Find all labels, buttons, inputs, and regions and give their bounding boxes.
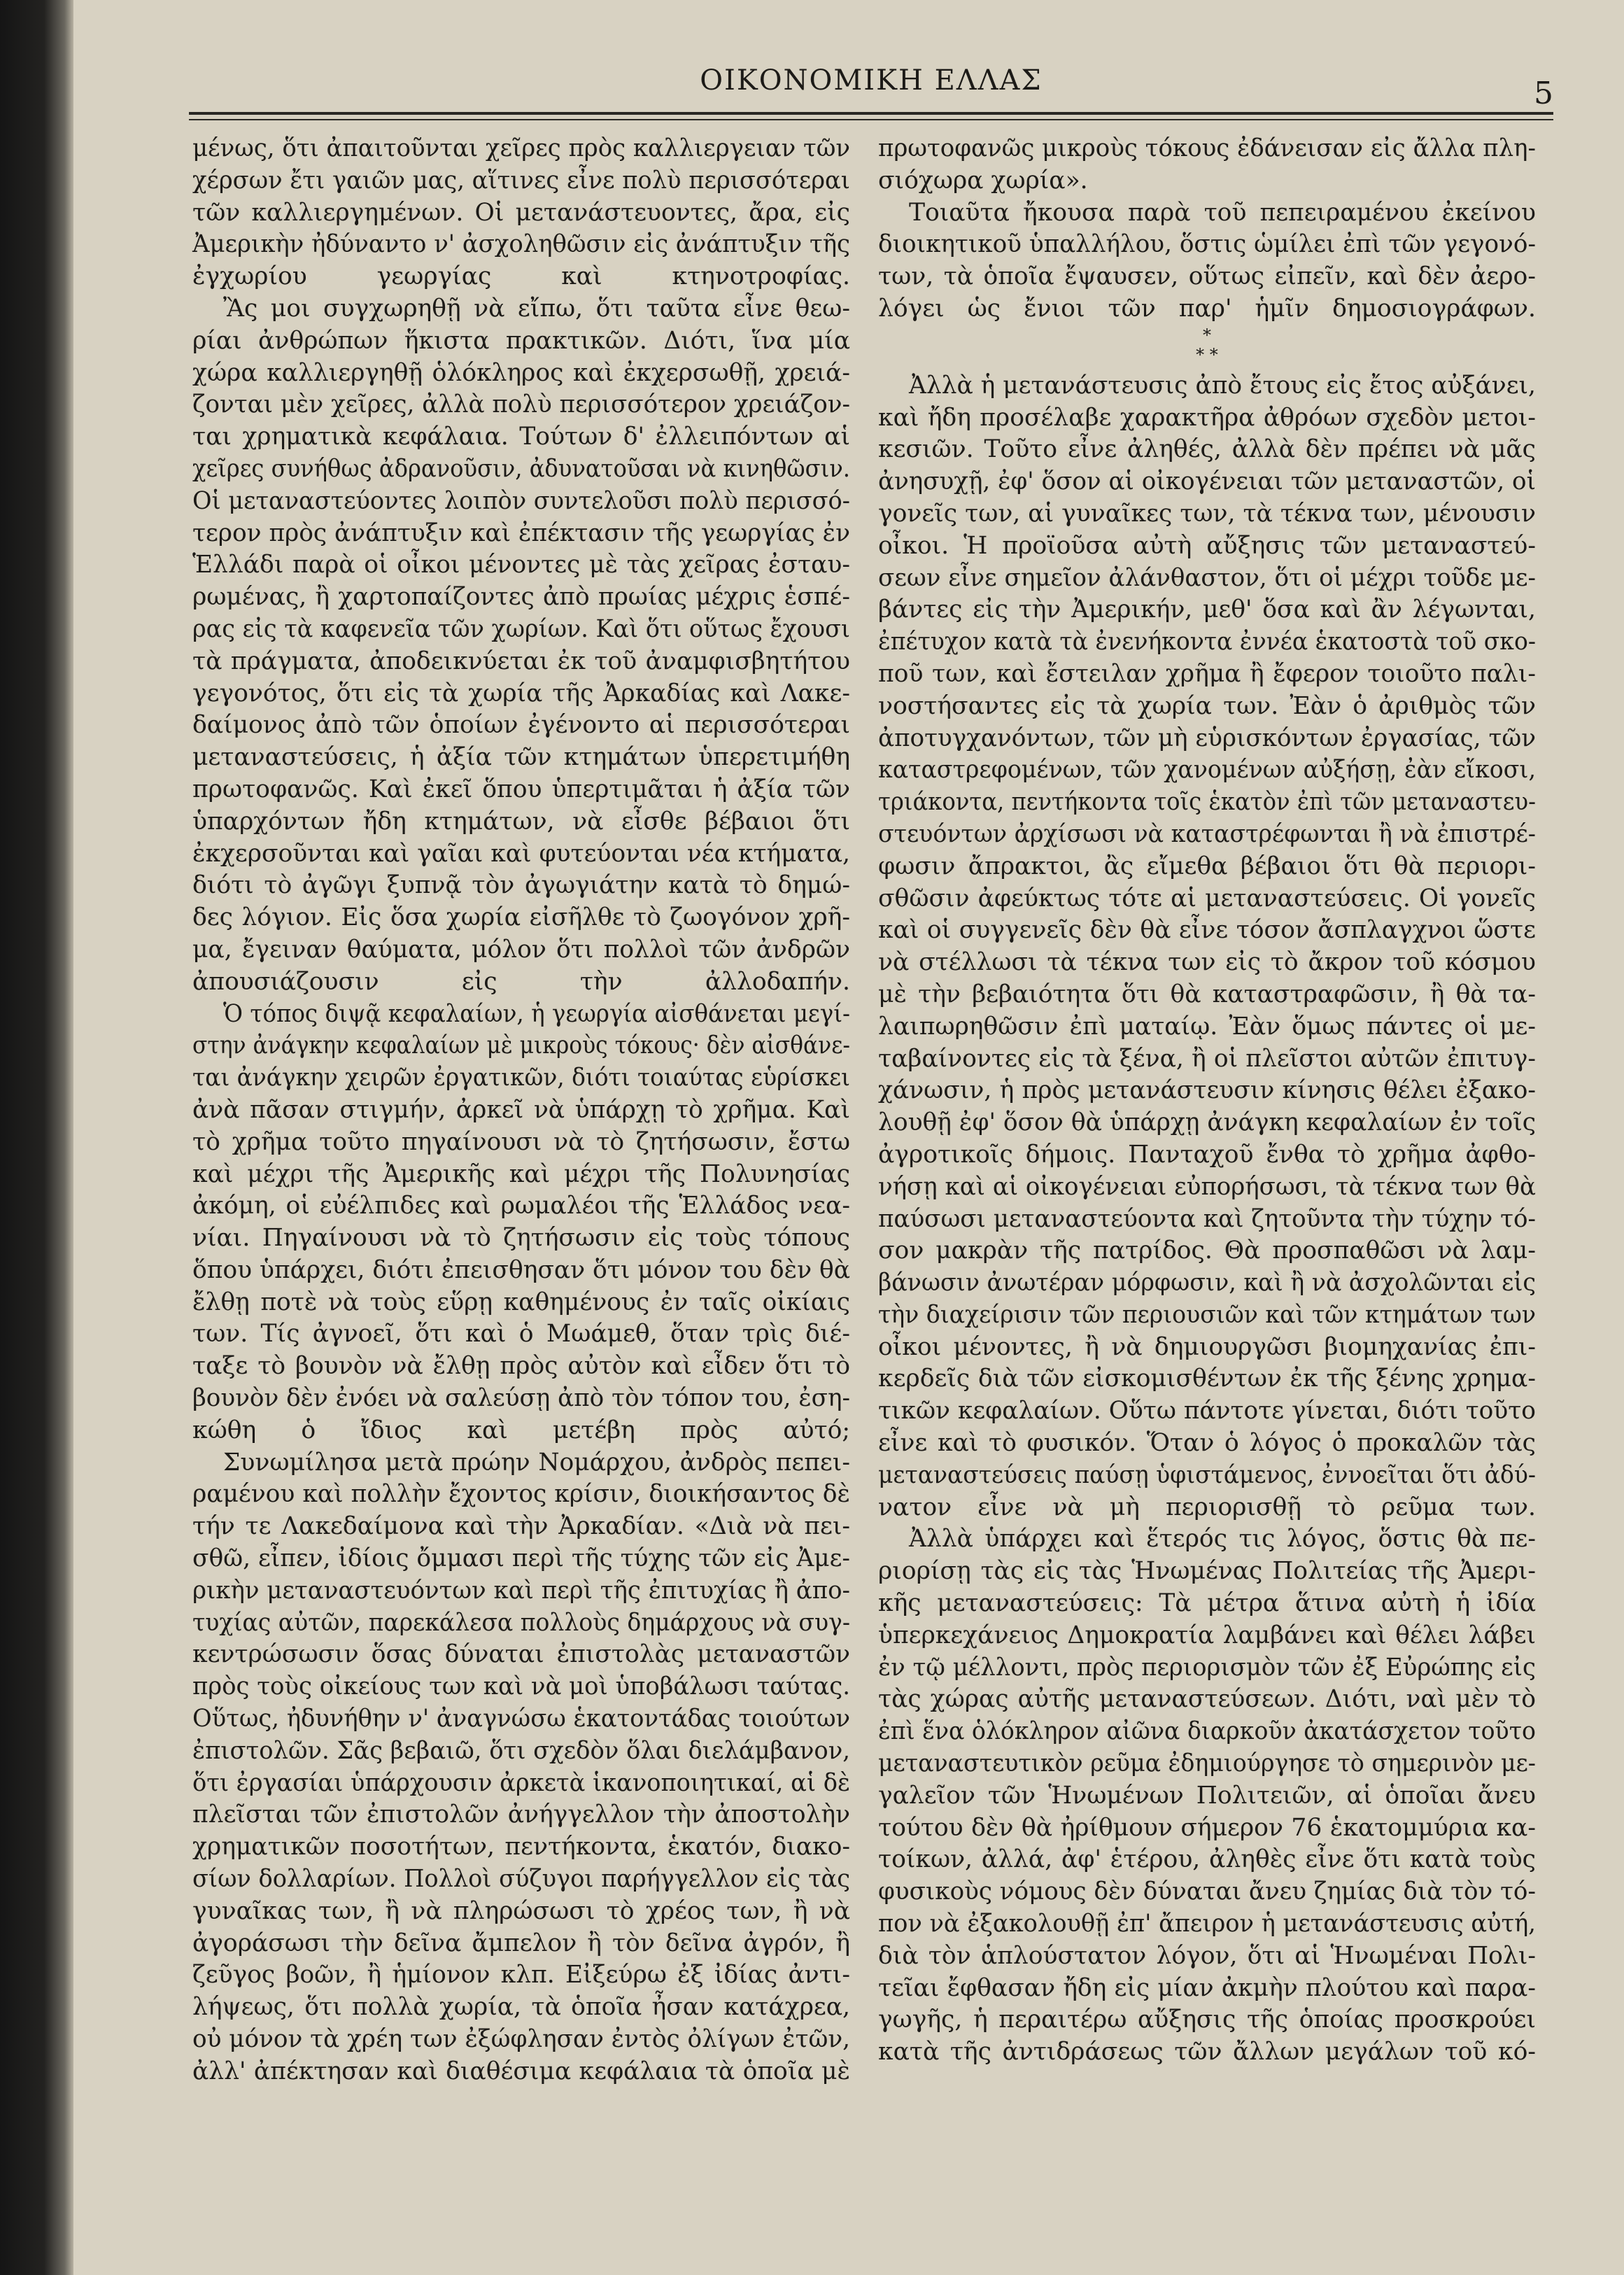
text-line: Τοιαῦτα ἤκουσα παρὰ τοῦ πεπειραμένου ἐκείνου [909,198,1536,227]
text-line: οὐ μόνον τὰ χρέη των ἐξώφλησαν ἐντὸς ὀλίγων ἐτῶν, [192,2025,850,2054]
text-line: δες λόγιον. Εἰς ὅσα χωρία εἰσῆλθε τὸ ζωογόνον χρῆ- [192,903,850,932]
text-line: στην ἀνάγκην κεφαλαίων μὲ μικροὺς τόκους· δὲν αἰσθάνε- [192,1031,850,1060]
text-line: Ἂς μοι συγχωρηθῇ νὰ εἴπω, ὅτι ταῦτα εἶνε θεω- [223,294,850,323]
text-line: τὸ χρῆμα τοῦτο πηγαίνουσι νὰ τὸ ζητήσωσιν, ἔστω [192,1127,850,1156]
text-line: χρηματικῶν ποσοτήτων, πεντήκοντα, ἑκατόν, διακο- [192,1833,850,1861]
section-break-asterisks: * * * [1196,325,1218,365]
text-line: ἔλθῃ ποτὲ νὰ τοὺς εὕρῃ καθημένους ἐν ταῖς οἰκίαις [192,1288,850,1316]
text-line: νατον εἶνε νὰ μὴ περιορισθῇ τὸ ρεῦμα των. [878,1493,1536,1521]
text-line: χέρσων ἔτι γαιῶν μας, αἵτινες εἶνε πολὺ περισσότεραι [192,166,850,195]
text-line: πλεῖσται τῶν ἐπιστολῶν ἀνήγγελλον τὴν ἀποστολὴν [192,1801,850,1829]
text-line: τῶν καλλιεργημένων. Οἱ μετανάστευοντες, ἄρα, εἰς [192,198,850,227]
text-line: γυναῖκας των, ἢ νὰ πληρώσωσι τὸ χρέος των, ἢ νὰ [192,1896,850,1925]
text-line: ἀνὰ πᾶσαν στιγμήν, ἀρκεῖ νὰ ὑπάρχῃ τὸ χρῆμα. Καὶ [192,1095,850,1124]
text-line: ταβαίνοντες εἰς τὰ ξένα, ἢ οἱ πλεῖστοι αὐτῶν ἐπιτυγ- [878,1044,1536,1073]
text-line: ἀκόμη, οἱ εὐέλπιδες καὶ ρωμαλέοι τῆς Ἑλλάδος νεα- [192,1192,850,1220]
text-line: ἀπουσιάζουσιν εἰς τὴν ἀλλοδαπήν. [192,967,850,996]
text-line: κεντρώσωσιν ὅσας δύναται ἐπιστολὰς μεταναστῶν [192,1640,850,1669]
right-column [878,133,1536,2069]
text-line: τὰ πράγματα, ἀποδεικνύεται ἐκ τοῦ ἀναμφισβητήτου [192,647,850,675]
text-line: τικῶν κεφαλαίων. Οὕτω πάντοτε γίνεται, διότι τοῦτο [878,1397,1536,1425]
text-line: φωσιν ἄπρακτοι, ἂς εἴμεθα βέβαιοι ὅτι θὰ περιορι- [878,852,1536,880]
text-line: σον μακρὰν τῆς πατρίδος. Θὰ προσπαθῶσι νὰ λαμ- [878,1237,1536,1265]
text-line: πρωτοφανῶς μικροὺς τόκους ἐδάνεισαν εἰς ἄλλα πλη- [878,134,1536,162]
text-line: τὰς χώρας αὐτῆς μεταναστεύσεων. Διότι, ναὶ μὲν τὸ [878,1685,1536,1714]
journal-title: ΟΙΚΟΝΟΜΙΚΗ ΕΛΛΑΣ [700,64,1043,97]
text-line: δαίμονος ἀπὸ τῶν ὁποίων ἐγένοντο αἱ περισσότεραι [192,711,850,740]
text-line: Ὁ τόπος διψᾷ κεφαλαίων, ἡ γεωργία αἰσθάνεται μεγί- [223,999,850,1028]
text-line: ἐπέτυχον κατὰ τὰ ἐνενήκοντα ἐννέα ἑκατοστὰ τοῦ σκο- [878,628,1536,656]
page-number: 5 [1534,76,1553,111]
text-line: βουνὸν δὲν ἐνόει νὰ σαλεύσῃ ἀπὸ τὸν τόπον του, ἐση- [192,1384,850,1413]
text-line: χεῖρες συνήθως ἀδρανοῦσιν, ἀδυνατοῦσαι νὰ κινηθῶσιν. [192,454,850,483]
text-line: ἀγροτικοῖς δήμοις. Πανταχοῦ ἔνθα τὸ χρῆμα ἀφθο- [878,1140,1536,1169]
book-spine-shadow [0,0,73,2275]
text-line: χάνωσιν, ἡ πρὸς μετανάστευσιν κίνησις θέλει ἐξακο- [878,1076,1536,1105]
header-rule [189,112,1553,115]
text-line: ὑπερκεχάνειος Δημοκρατία λαμβάνει καὶ θέλει λάβει [878,1621,1536,1649]
text-line: διοικητικοῦ ὑπαλλήλου, ὅστις ὡμίλει ἐπὶ τῶν γεγονό- [878,230,1536,259]
text-line: ραμένου καὶ πολλὴν ἔχοντος κρίσιν, διοικήσαντος δὲ [192,1480,850,1509]
text-line: Ἑλλάδι παρὰ οἱ οἶκοι μένοντες μὲ τὰς χεῖρας ἐσταυ- [192,551,850,579]
text-line: τοίκων, ἀλλά, ἀφ' ἑτέρου, ἀληθὲς εἶνε ὅτι κατὰ τοὺς [878,1845,1536,1874]
text-line: γονεῖς των, αἱ γυναῖκες των, τὰ τέκνα των, μένουσιν [878,499,1536,528]
text-line: ὅπου ὑπάρχει, διότι ἐπεισθησαν ὅτι μόνον του δὲν θὰ [192,1255,850,1284]
text-line: ἐπὶ ἕνα ὁλόκληρον αἰῶνα διαρκοῦν ἀκατάσχετον τοῦτο [878,1717,1536,1746]
text-line: ἐγχωρίου γεωργίας καὶ κτηνοτροφίας. [192,262,850,291]
text-line: γεγονότος, ὅτι εἰς τὰ χωρία τῆς Ἀρκαδίας καὶ Λακε- [192,679,850,707]
text-line: ρίαι ἀνθρώπων ἥκιστα πρακτικῶν. Διότι, ἵνα μία [192,326,850,355]
text-line: λόγει ὡς ἔνιοι τῶν παρ' ἡμῖν δημοσιογράφων. [878,294,1536,323]
text-line: ζεῦγος βοῶν, ἢ ἡμίονον κλπ. Εἰξεύρω ἐξ ἰδίας ἀντι- [192,1961,850,1989]
text-line: ἐπιστολῶν. Σᾶς βεβαιῶ, ὅτι σχεδὸν ὅλαι διελάμβανον, [192,1736,850,1765]
text-line: ριορίσῃ τὰς εἰς τὰς Ἡνωμένας Πολιτείας τῆς Ἀμερι- [878,1557,1536,1586]
header-rule-thin [189,119,1553,120]
text-line: ρωμένας, ἢ χαρτοπαίζοντες ἀπὸ πρωίας μέχρις ἑσπέ- [192,583,850,612]
text-line: μένως, ὅτι ἀπαιτοῦνται χεῖρες πρὸς καλλιεργειαν τῶν [192,134,850,162]
text-line: σίων δολλαρίων. Πολλοὶ σύζυγοι παρήγγελλον εἰς τὰς [192,1865,850,1894]
text-line: πον νὰ ἐξακολουθῇ ἐπ' ἄπειρον ἡ μετανάστευσις αὐτή, [878,1910,1536,1938]
text-line: ρας εἰς τὰ καφενεῖα τῶν χωρίων. Καὶ ὅτι οὕτως ἔχουσι [192,614,850,643]
text-line: τούτου δὲν θὰ ἠρίθμουν σήμερον 76 ἑκατομμύρια κα- [878,1813,1536,1842]
text-line: χώρα καλλιεργηθῇ ὁλόκληρος καὶ ἐκχερσωθῇ, χρειά- [192,358,850,387]
text-line: κατὰ τῆς ἀντιδράσεως τῶν ἄλλων μεγάλων τοῦ κό- [878,2038,1536,2066]
text-line: ἀλλ' ἀπέκτησαν καὶ διαθέσιμα κεφάλαια τὰ ὁποῖα μὲ [192,2057,850,2085]
text-line: τεῖαι ἔφθασαν ἤδη εἰς μίαν ἀκμὴν πλούτου καὶ παρα- [878,1973,1536,2002]
left-column [192,133,850,2088]
text-line: Συνωμίλησα μετὰ πρώην Νομάρχου, ἀνδρὸς πεπει- [223,1448,850,1477]
text-line: ται ἀνάγκην χειρῶν ἐργατικῶν, διότι τοιαύτας εὑρίσκει [192,1064,850,1092]
text-line: ἐκχερσοῦνται καὶ γαῖαι καὶ φυτεύονται νέα κτήματα, [192,839,850,868]
text-line: κῆς μεταναστεύσεις: Τὰ μέτρα ἅτινα αὐτὴ ἡ ἰδία [878,1589,1536,1618]
text-line: νὰ στέλλωσι τὰ τέκνα των εἰς τὸ ἄκρον τοῦ κόσμου [878,948,1536,977]
text-line: τερον πρὸς ἀνάπτυξιν καὶ ἐπέκτασιν τῆς γεωργίας ἐν [192,519,850,547]
text-line: Ἀμερικὴν ἠδύναντο ν' ἀσχοληθῶσιν εἰς ἀνάπτυξιν τῆς [192,230,850,259]
text-line: τριάκοντα, πεντήκοντα τοῖς ἑκατὸν ἐπὶ τῶν μεταναστευ- [878,788,1536,817]
text-line: εἶνε καὶ τὸ φυσικόν. Ὅταν ὁ λόγος ὁ προκαλῶν τὰς [878,1429,1536,1458]
text-line: καταστρεφομένων, τῶν χανομένων αὐξήσῃ, ἐὰν εἴκοσι, [878,756,1536,784]
text-line: οἶκοι μένοντες, ἢ νὰ δημιουργῶσι βιομηχανίας ἐπι- [878,1332,1536,1361]
text-line: τὴν διαχείρισιν τῶν περιουσιῶν καὶ τῶν κτημάτων των [878,1300,1536,1329]
text-line: ὅτι ἐργασίαι ὑπάρχουσιν ἀρκετὰ ἱκανοποιητικαί, αἱ δὲ [192,1768,850,1797]
text-line: στευόντων ἀρχίσωσι νὰ καταστρέφωνται ἢ νὰ ἐπιστρέ- [878,819,1536,848]
text-line: μα, ἔγειναν θαύματα, μόλον ὅτι πολλοὶ τῶν ἀνδρῶν [192,935,850,964]
text-line: Ἀλλὰ ἡ μετανάστευσις ἀπὸ ἔτους εἰς ἔτος αὐξάνει, [909,371,1536,400]
text-line: πρὸς τοὺς οἰκείους των καὶ νὰ μοὶ ὑποβάλωσι ταύτας. [192,1672,850,1701]
text-line: ρικὴν μεταναστευόντων καὶ περὶ τῆς ἐπιτυχίας ἢ ἀπο- [192,1576,850,1605]
text-line: μεταναστεύσεις παύσῃ ὑφιστάμενος, ἐννοεῖται ὅτι ἀδύ- [878,1460,1536,1489]
text-line: καὶ ἤδη προσέλαβε χαρακτῆρα ἀθρόων σχεδὸν μετοι- [878,403,1536,432]
text-line: ταξε τὸ βουνὸν νὰ ἔλθῃ πρὸς αὐτὸν καὶ εἶδεν ὅτι τὸ [192,1352,850,1381]
text-line: των. Τίς ἀγνοεῖ, ὅτι καὶ ὁ Μωάμεθ, ὅταν τρὶς διέ- [192,1320,850,1348]
text-line: λήψεως, ὅτι πολλὰ χωρία, τὰ ὁποῖα ἦσαν κατάχρεα, [192,1993,850,2022]
text-line: λουθῇ ἐφ' ὅσον θὰ ὑπάρχῃ ἀνάγκη κεφαλαίων ἐν τοῖς [878,1108,1536,1137]
text-line: φυσικοὺς νόμους δὲν δύναται ἄνευ ζημίας διὰ τὸν τό- [878,1878,1536,1906]
text-line: τήν τε Λακεδαίμονα καὶ τὴν Ἀρκαδίαν. «Διὰ νὰ πει- [192,1512,850,1541]
text-line: μὲ τὴν βεβαιότητα ὅτι θὰ καταστραφῶσιν, ἢ θὰ τα- [878,980,1536,1008]
text-line: μεταναστεύσεις, ἡ ἀξία τῶν κτημάτων ὑπερετιμήθη [192,743,850,772]
text-line: λαιπωρηθῶσιν ἐπὶ ματαίῳ. Ἐὰν ὅμως πάντες οἱ με- [878,1012,1536,1041]
text-line: καὶ μέχρι τῆς Ἀμερικῆς καὶ μέχρι τῆς Πολυνησίας [192,1160,850,1188]
text-line: ἀγοράσωσι τὴν δεῖνα ἄμπελον ἢ τὸν δεῖνα ἀγρόν, ἢ [192,1929,850,1957]
text-line: ἐν τῷ μέλλοντι, πρὸς περιορισμὸν τῶν ἐξ Εὐρώπης εἰς [878,1653,1536,1682]
text-line: ποῦ των, καὶ ἔστειλαν χρῆμα ἢ ἔφερον τοιοῦτο παλι- [878,659,1536,688]
text-line: καὶ οἱ συγγενεῖς δὲν θὰ εἶνε τόσον ἄσπλαγχνοι ὥστε [878,916,1536,945]
text-line: κεσιῶν. Τοῦτο εἶνε ἀληθές, ἀλλὰ δὲν πρέπει νὰ μᾶς [878,435,1536,464]
text-line: νήσῃ καὶ αἱ οἰκογένειαι εὐπορήσωσι, τὰ τέκνα των θὰ [878,1172,1536,1201]
text-line: νίαι. Πηγαίνουσι νὰ τὸ ζητήσωσιν εἰς τοὺς τόπους [192,1224,850,1253]
text-line: των, τὰ ὁποῖα ἔψαυσεν, οὕτως εἰπεῖν, καὶ δὲν ἀερο- [878,262,1536,291]
text-line: κερδεῖς διὰ τῶν εἰσκομισθέντων ἐκ τῆς ξένης χρημα- [878,1365,1536,1393]
text-line: βάνωσιν ἀνωτέραν μόρφωσιν, καὶ ἢ νὰ ἀσχολῶνται εἰς [878,1269,1536,1297]
text-line: ἀνησυχῇ, ἐφ' ὅσον αἱ οἰκογένειαι τῶν μεταναστῶν, οἱ [878,467,1536,496]
text-line: πρωτοφανῶς. Καὶ ἐκεῖ ὅπου ὑπερτιμᾶται ἡ ἀξία τῶν [192,775,850,803]
text-line: γωγῆς, ἡ περαιτέρω αὔξησις τῆς ὁποίας προσκρούει [878,2006,1536,2034]
text-line: τυχίας αὐτῶν, παρεκάλεσα πολλοὺς δημάρχους νὰ συγ- [192,1608,850,1637]
text-line: μεταναστευτικὸν ρεῦμα ἐδημιούργησε τὸ σημερινὸν με- [878,1749,1536,1778]
text-line: βάντες εἰς τὴν Ἀμερικήν, μεθ' ὅσα καὶ ἂν λέγωνται, [878,596,1536,624]
text-line: νοστήσαντες εἰς τὰ χωρία των. Ἐὰν ὁ ἀριθμὸς τῶν [878,691,1536,720]
text-line: ζονται μὲν χεῖρες, ἀλλὰ πολὺ περισσότερον χρειάζον- [192,390,850,419]
text-line: γαλεῖον τῶν Ἡνωμένων Πολιτειῶν, αἱ ὁποῖαι ἄνευ [878,1781,1536,1810]
text-line: οἶκοι. Ἡ προϊοῦσα αὐτὴ αὔξησις τῶν μεταναστεύ- [878,531,1536,560]
text-line: σθῶσιν ἀφεύκτως τότε αἱ μεταναστεύσεις. Οἱ γονεῖς [878,884,1536,913]
text-line: διότι τὸ ἀγῶγι ξυπνᾷ τὸν ἀγωγιάτην κατὰ τὸ δημώ- [192,871,850,900]
text-line: διὰ τὸν ἁπλούστατον λόγον, ὅτι αἱ Ἡνωμέναι Πολι- [878,1941,1536,1970]
text-line: ται χρηματικὰ κεφάλαια. Τούτων δ' ἐλλειπόντων αἱ [192,423,850,451]
running-header [189,64,1553,111]
text-line: ὑπαρχόντων ἤδη κτημάτων, νὰ εἶσθε βέβαιοι ὅτι [192,807,850,836]
text-line: κώθη ὁ ἴδιος καὶ μετέβη πρὸς αὐτό; [192,1416,850,1444]
text-line: ἀποτυγχανόντων, τῶν μὴ εὑρισκόντων ἐργασίας, τῶν [878,724,1536,752]
text-line: παύσωσι μεταναστεύοντα καὶ ζητοῦντα τὴν τύχην τό- [878,1204,1536,1233]
text-line: Οἱ μεταναστεύοντες λοιπὸν συντελοῦσι πολὺ περισσό- [192,486,850,515]
text-line: Οὕτως, ἠδυνήθην ν' ἀναγνώσω ἑκατοντάδας τοιούτων [192,1705,850,1733]
text-line: Ἀλλὰ ὑπάρχει καὶ ἕτερός τις λόγος, ὅστις θὰ πε- [909,1525,1536,1554]
text-line: σιόχωρα χωρία». [878,166,1088,195]
text-line: σθῶ, εἶπεν, ἰδίοις ὄμμασι περὶ τῆς τύχης τῶν εἰς Ἀμε- [192,1544,850,1573]
text-line: σεων εἶνε σημεῖον ἀλάνθαστον, ὅτι οἱ μέχρι τοῦδε με- [878,563,1536,592]
